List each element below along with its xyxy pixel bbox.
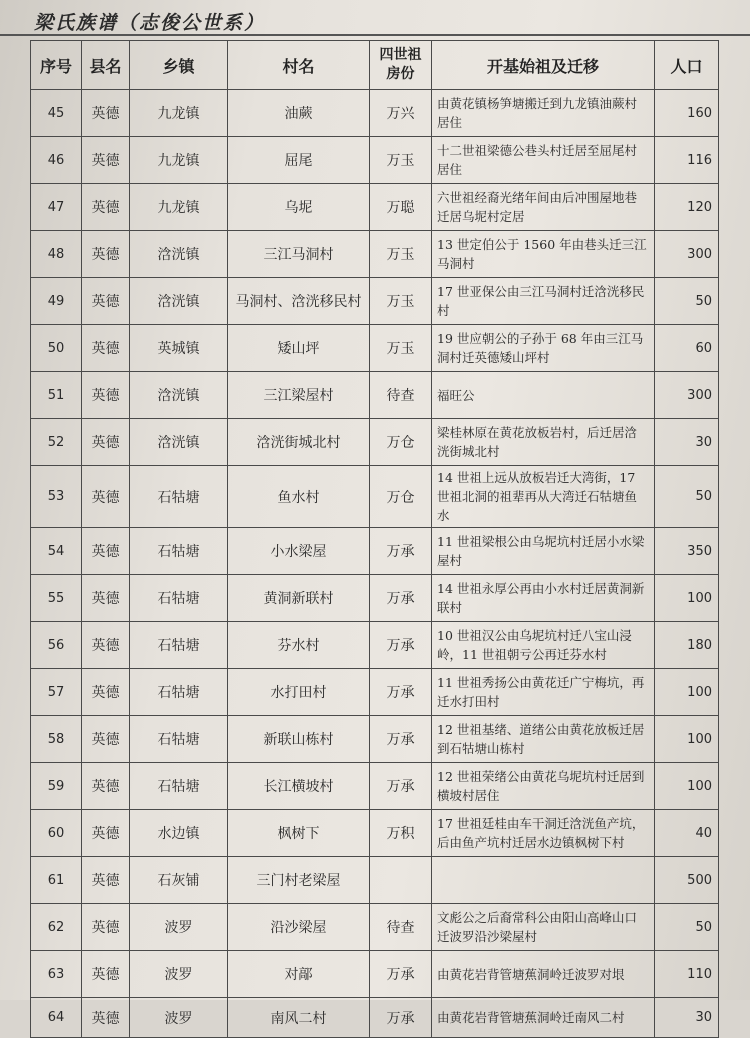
table-row [31, 810, 719, 857]
county-cell: 英德 [82, 528, 130, 575]
col-header-county: 县名 [82, 41, 130, 90]
county-cell: 英德 [82, 137, 130, 184]
col-header-branch-text: 四世祖 房份 [379, 47, 422, 82]
row-number: 64 [31, 998, 82, 1038]
branch-cell: 万承 [370, 998, 432, 1038]
row-number: 60 [31, 810, 82, 857]
migration-cell: 11 世祖梁根公由乌坭坑村迁居小水梁屋村 [432, 528, 655, 575]
migration-cell: 10 世祖汉公由乌坭坑村迁八宝山浸岭，11 世祖朝亏公再迁芬水村 [432, 622, 655, 669]
village-cell: 矮山坪 [228, 325, 370, 372]
row-number: 53 [31, 466, 82, 528]
col-header-migration: 开基始祖及迁移 [432, 41, 655, 90]
county-cell: 英德 [82, 184, 130, 231]
row-number: 49 [31, 278, 82, 325]
town-cell: 石牯塘 [130, 575, 228, 622]
village-cell: 南风二村 [228, 998, 370, 1038]
population-cell: 30 [655, 419, 719, 466]
village-cell: 对鄗 [228, 951, 370, 998]
village-cell: 马洞村、浛洸移民村 [228, 278, 370, 325]
book-title: 梁氏族谱（志俊公世系） [34, 12, 266, 34]
migration-cell: 17 世亚保公由三江马洞村迁浛洸移民村 [432, 278, 655, 325]
row-number: 57 [31, 669, 82, 716]
county-cell: 英德 [82, 90, 130, 137]
table-row [31, 528, 719, 575]
town-cell: 石牯塘 [130, 528, 228, 575]
table-row [31, 372, 719, 419]
village-cell: 油蕨 [228, 90, 370, 137]
town-cell: 浛洸镇 [130, 419, 228, 466]
table-row [31, 998, 719, 1038]
village-cell: 三门村老梁屋 [228, 857, 370, 904]
branch-cell: 万聪 [370, 184, 432, 231]
county-cell: 英德 [82, 622, 130, 669]
table-row [31, 466, 719, 528]
town-cell: 波罗 [130, 904, 228, 951]
population-cell: 100 [655, 716, 719, 763]
table-row [31, 669, 719, 716]
town-cell: 石牯塘 [130, 466, 228, 528]
town-cell: 水边镇 [130, 810, 228, 857]
population-cell: 100 [655, 763, 719, 810]
village-cell: 三江马洞村 [228, 231, 370, 278]
genealogy-table [30, 40, 719, 1038]
migration-cell: 福旺公 [432, 372, 655, 419]
row-number: 58 [31, 716, 82, 763]
town-cell: 石牯塘 [130, 622, 228, 669]
village-cell: 新联山栋村 [228, 716, 370, 763]
population-cell: 120 [655, 184, 719, 231]
migration-cell: 梁桂林原在黄花放板岩村，后迁居浛洸街城北村 [432, 419, 655, 466]
village-cell: 水打田村 [228, 669, 370, 716]
table-row [31, 951, 719, 998]
county-cell: 英德 [82, 231, 130, 278]
table-row [31, 231, 719, 278]
branch-cell: 万玉 [370, 278, 432, 325]
table-row [31, 575, 719, 622]
town-cell: 浛洸镇 [130, 231, 228, 278]
population-cell: 50 [655, 904, 719, 951]
county-cell: 英德 [82, 716, 130, 763]
town-cell: 九龙镇 [130, 184, 228, 231]
population-cell: 180 [655, 622, 719, 669]
population-cell: 500 [655, 857, 719, 904]
branch-cell: 万承 [370, 528, 432, 575]
row-number: 50 [31, 325, 82, 372]
population-cell: 100 [655, 669, 719, 716]
migration-cell: 17 世祖廷桂由车干洞迁浛洸鱼产坑，后由鱼产坑村迁居水边镇枫树下村 [432, 810, 655, 857]
village-cell: 长江横坡村 [228, 763, 370, 810]
town-cell: 浛洸镇 [130, 278, 228, 325]
town-cell: 石牯塘 [130, 669, 228, 716]
row-number: 56 [31, 622, 82, 669]
village-cell: 黄洞新联村 [228, 575, 370, 622]
town-cell: 九龙镇 [130, 137, 228, 184]
branch-cell: 待查 [370, 904, 432, 951]
row-number: 47 [31, 184, 82, 231]
branch-cell: 万承 [370, 951, 432, 998]
branch-cell: 万兴 [370, 90, 432, 137]
population-cell: 160 [655, 90, 719, 137]
population-cell: 40 [655, 810, 719, 857]
branch-cell: 万仓 [370, 419, 432, 466]
village-cell: 沿沙梁屋 [228, 904, 370, 951]
branch-cell: 万承 [370, 716, 432, 763]
row-number: 55 [31, 575, 82, 622]
migration-cell: 12 世祖基绪、道绪公由黄花放板迁居到石牯塘山栋村 [432, 716, 655, 763]
branch-cell: 万承 [370, 575, 432, 622]
population-cell: 100 [655, 575, 719, 622]
migration-cell: 文彪公之后裔常科公由阳山高峰山口迁波罗沿沙梁屋村 [432, 904, 655, 951]
table-row [31, 278, 719, 325]
village-cell: 枫树下 [228, 810, 370, 857]
row-number: 59 [31, 763, 82, 810]
branch-cell: 待查 [370, 372, 432, 419]
town-cell: 九龙镇 [130, 90, 228, 137]
population-cell: 50 [655, 466, 719, 528]
town-cell: 石牯塘 [130, 763, 228, 810]
migration-cell: 十二世祖梁德公巷头村迁居至屈尾村居住 [432, 137, 655, 184]
county-cell: 英德 [82, 466, 130, 528]
table-header-row [31, 41, 719, 90]
table-row [31, 716, 719, 763]
row-number: 52 [31, 419, 82, 466]
branch-cell: 万仓 [370, 466, 432, 528]
population-cell: 60 [655, 325, 719, 372]
population-cell: 300 [655, 372, 719, 419]
row-number: 63 [31, 951, 82, 998]
migration-cell: 12 世祖荣绪公由黄花乌坭坑村迁居到横坡村居住 [432, 763, 655, 810]
migration-cell: 六世祖经裔光绪年间由后冲围屋地巷迁居乌坭村定居 [432, 184, 655, 231]
branch-cell: 万玉 [370, 231, 432, 278]
migration-cell [432, 857, 655, 904]
town-cell: 波罗 [130, 951, 228, 998]
table-row [31, 763, 719, 810]
county-cell: 英德 [82, 419, 130, 466]
col-header-population: 人口 [655, 41, 719, 90]
row-number: 54 [31, 528, 82, 575]
col-header-number: 序号 [31, 41, 82, 90]
county-cell: 英德 [82, 669, 130, 716]
migration-cell: 19 世应朝公的子孙于 68 年由三江马洞村迁英德矮山坪村 [432, 325, 655, 372]
village-cell: 乌坭 [228, 184, 370, 231]
row-number: 46 [31, 137, 82, 184]
table-row [31, 325, 719, 372]
county-cell: 英德 [82, 575, 130, 622]
branch-cell: 万承 [370, 669, 432, 716]
col-header-town: 乡镇 [130, 41, 228, 90]
table-row [31, 622, 719, 669]
table-body [31, 90, 719, 1038]
col-header-village: 村名 [228, 41, 370, 90]
row-number: 62 [31, 904, 82, 951]
town-cell: 波罗 [130, 998, 228, 1038]
town-cell: 石牯塘 [130, 716, 228, 763]
county-cell: 英德 [82, 372, 130, 419]
migration-cell: 14 世祖永厚公再由小水村迁居黄洞新联村 [432, 575, 655, 622]
population-cell: 350 [655, 528, 719, 575]
village-cell: 鱼水村 [228, 466, 370, 528]
village-cell: 浛洸街城北村 [228, 419, 370, 466]
branch-cell: 万积 [370, 810, 432, 857]
table-row [31, 904, 719, 951]
county-cell: 英德 [82, 278, 130, 325]
row-number: 61 [31, 857, 82, 904]
county-cell: 英德 [82, 810, 130, 857]
town-cell: 英城镇 [130, 325, 228, 372]
population-cell: 110 [655, 951, 719, 998]
row-number: 45 [31, 90, 82, 137]
row-number: 51 [31, 372, 82, 419]
migration-cell: 由黄花镇杨笋塘搬迁到九龙镇油蕨村居住 [432, 90, 655, 137]
county-cell: 英德 [82, 857, 130, 904]
migration-cell: 14 世祖上远从放板岩迁大湾街，17 世祖北洞的祖辈再从大湾迁石牯塘鱼水 [432, 466, 655, 528]
table-row [31, 184, 719, 231]
population-cell: 116 [655, 137, 719, 184]
village-cell: 屈尾 [228, 137, 370, 184]
row-number: 48 [31, 231, 82, 278]
branch-cell: 万承 [370, 622, 432, 669]
village-cell: 小水梁屋 [228, 528, 370, 575]
county-cell: 英德 [82, 904, 130, 951]
county-cell: 英德 [82, 998, 130, 1038]
table-row [31, 90, 719, 137]
village-cell: 芬水村 [228, 622, 370, 669]
migration-cell: 由黄花岩背管塘蕉洞岭迁波罗对垠 [432, 951, 655, 998]
branch-cell: 万玉 [370, 325, 432, 372]
branch-cell [370, 857, 432, 904]
branch-cell: 万玉 [370, 137, 432, 184]
population-cell: 50 [655, 278, 719, 325]
header-rule [0, 34, 750, 36]
town-cell: 石灰铺 [130, 857, 228, 904]
migration-cell: 11 世祖秀扬公由黄花迁广宁梅坑，再迁水打田村 [432, 669, 655, 716]
branch-cell: 万承 [370, 763, 432, 810]
town-cell: 浛洸镇 [130, 372, 228, 419]
migration-cell: 由黄花岩背管塘蕉洞岭迁南风二村 [432, 998, 655, 1038]
population-cell: 30 [655, 998, 719, 1038]
page-header [0, 0, 750, 42]
col-header-branch [370, 41, 432, 90]
table-row [31, 137, 719, 184]
table-row [31, 857, 719, 904]
migration-cell: 13 世定伯公于 1560 年由巷头迁三江马洞村 [432, 231, 655, 278]
county-cell: 英德 [82, 763, 130, 810]
table-row [31, 419, 719, 466]
village-cell: 三江梁屋村 [228, 372, 370, 419]
population-cell: 300 [655, 231, 719, 278]
county-cell: 英德 [82, 325, 130, 372]
county-cell: 英德 [82, 951, 130, 998]
